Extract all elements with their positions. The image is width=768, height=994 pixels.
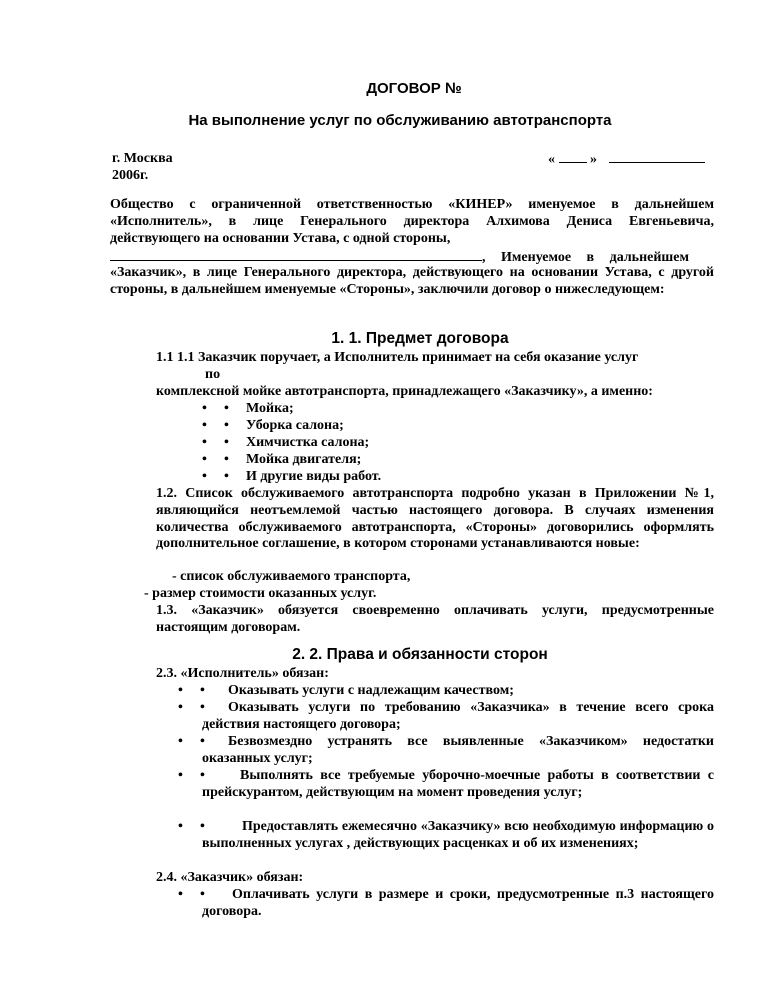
bullet-icon: •: [224, 418, 229, 433]
list-item-bullets: [178, 683, 205, 700]
list-item-text: Безвозмездно устранять все выявленные «Заказчиком» недостатки оказанных услуг;: [202, 734, 714, 766]
list-item-bullets: [178, 819, 205, 836]
bullet-icon: •: [178, 734, 183, 749]
preamble-part-1: Общество с ограниченной ответственностью «КИНЕР» именуемое в дальнейшем «Исполнитель», в лице Генерального директора Алхимова Дениса Евгеньевича, действующего на основании Устава, с одной стороны,: [110, 197, 714, 246]
bullet-icon: •: [178, 683, 183, 698]
bullet-icon: •: [202, 452, 207, 467]
list-item-bullets: [178, 887, 205, 904]
clause-1-3: 1.3. «Заказчик» обязуется своевременно оплачивать услуги, предусмотренные настоящим договорам.: [156, 603, 714, 635]
list-item-bullets: [178, 734, 205, 751]
bullet-icon: •: [202, 469, 207, 484]
clause-2-3: 2.3. «Исполнитель» обязан:: [156, 666, 329, 681]
list-item-text: Мойка;: [246, 401, 294, 416]
customer-name-blank: [110, 248, 482, 261]
month-blank: [609, 150, 705, 163]
date-quote-open: «: [548, 152, 555, 167]
list-item-text: Мойка двигателя;: [246, 452, 362, 467]
list-item-text: Оказывать услуги с надлежащим качеством;: [228, 683, 514, 698]
preamble-part-2: , Именуемое в дальнейшем: [482, 250, 689, 265]
bullet-icon: •: [224, 435, 229, 450]
place-and-year: [112, 150, 173, 184]
bullet-icon: •: [200, 700, 205, 715]
list-item: [202, 469, 381, 486]
bullet-icon: •: [178, 700, 183, 715]
bullet-icon: •: [200, 819, 205, 834]
year: 2006г.: [112, 168, 149, 183]
bullet-icon: •: [178, 819, 183, 834]
document-subtitle: На выполнение услуг по обслуживанию автотранспорта: [188, 112, 612, 129]
section-1-title: 1. 1. Предмет договора: [331, 330, 509, 347]
list-item: [202, 435, 369, 452]
bullet-icon: •: [202, 418, 207, 433]
bullet-icon: •: [200, 683, 205, 698]
date-quote-close: »: [590, 152, 597, 167]
city: г. Москва: [112, 151, 173, 166]
list-item-text: Предоставлять ежемесячно «Заказчику» всю необходимую информацию о выполненных услугах , действующих расценках и об их изменениях;: [202, 819, 714, 851]
bullet-icon: •: [200, 734, 205, 749]
document-title: ДОГОВОР №: [366, 80, 462, 97]
list-item-text: Оказывать услуги по требованию «Заказчика» в течение всего срока действия настоящего договора;: [202, 700, 714, 732]
clause-1-1-line-3: комплексной мойке автотранспорта, принадлежащего «Заказчику», а именно:: [156, 384, 653, 399]
list-item-text: Оплачивать услуги в размере и сроки, предусмотренные п.3 настоящего договора.: [202, 887, 714, 919]
clause-1-2-dash-1: - список обслуживаемого транспорта,: [172, 569, 411, 584]
section-2-title: 2. 2. Права и обязанности сторон: [292, 646, 548, 663]
bullet-icon: •: [200, 768, 205, 783]
clause-2-4: 2.4. «Заказчик» обязан:: [156, 870, 304, 885]
list-item: [202, 452, 361, 469]
list-item-text: Химчистка салона;: [246, 435, 370, 450]
list-item-text: И другие виды работ.: [246, 469, 382, 484]
bullet-icon: •: [224, 452, 229, 467]
clause-1-1-line-1: 1.1 1.1 Заказчик поручает, а Исполнитель принимает на себя оказание услуг: [156, 350, 639, 365]
list-item-bullets: [178, 700, 205, 717]
list-item: [202, 418, 344, 435]
bullet-icon: •: [178, 768, 183, 783]
list-item: [202, 401, 294, 418]
preamble-part-3: «Заказчик», в лице Генерального директора, действующего на основании Устава, с другой стороны, в дальнейшем именуемые «Стороны», заключили договор о нижеследующем:: [110, 265, 714, 297]
preamble-customer-line: [110, 248, 689, 267]
date-line: [548, 150, 705, 168]
bullet-icon: •: [202, 401, 207, 416]
bullet-icon: •: [202, 435, 207, 450]
list-item-bullets: [178, 768, 205, 785]
clause-1-2: 1.2. Список обслуживаемого автотранспорта подробно указан в Приложении №1, являющийся неотъемлемой частью настоящего договора. В случаях изменения количества обслуживаемого автотранспорта, «Стороны» договорились оформлять дополнительное соглашение, в котором сторонами устанавливаются новые:: [156, 486, 714, 552]
list-item-text: Уборка салона;: [246, 418, 344, 433]
bullet-icon: •: [224, 401, 229, 416]
clause-1-2-dash-2: - размер стоимости оказанных услуг.: [144, 586, 377, 601]
bullet-icon: •: [224, 469, 229, 484]
clause-1-1-line-2: по: [205, 367, 221, 382]
bullet-icon: •: [178, 887, 183, 902]
bullet-icon: •: [200, 887, 205, 902]
list-item-text: Выполнять все требуемые уборочно-моечные работы в соответствии с прейскурантом, действующим на момент проведения услуг;: [202, 768, 714, 800]
day-blank: [559, 150, 587, 163]
